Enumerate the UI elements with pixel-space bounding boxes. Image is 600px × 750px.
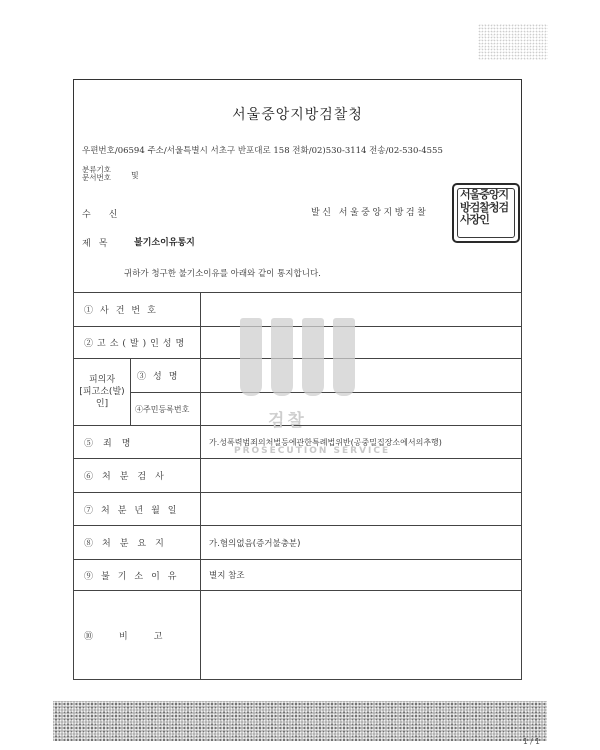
table-row [74, 359, 522, 393]
redacted-footer-band [53, 701, 547, 741]
row-value-disposition-summary: 가.혐의없음(증거불충분) [201, 526, 522, 560]
classification-line-2: 문서번호 [82, 173, 111, 182]
table-row [74, 426, 522, 459]
classification-code [82, 166, 111, 182]
page-number: 1 / 1 [523, 737, 540, 746]
row-label-charge: ⑤죄명 [74, 426, 201, 459]
issuer-address: 우편번호/06594 주소/서울특별시 서초구 반포대로 158 전화/02)530-3114 전송/02-530-4555 [82, 146, 443, 156]
suspect-group-label [74, 359, 131, 426]
row-label-prosecutor: ⑥처분검사 [74, 459, 201, 493]
table-row [74, 393, 522, 426]
table-row [74, 526, 522, 560]
row-value-non-prosecution-reason: 별지 참조 [201, 560, 522, 591]
row-value-prosecutor [201, 459, 522, 493]
suspect-rrn-value [201, 393, 522, 426]
suspect-rrn-label: ④주민등록번호 [131, 393, 201, 426]
classification-and: 및 [131, 171, 139, 180]
classification-line-1: 분류기호 [82, 165, 111, 174]
row-label-complainant: ②고소(발)인성명 [74, 327, 201, 359]
row-label-disposition-date: ⑦처분년월일 [74, 493, 201, 526]
row-value-disposition-date [201, 493, 522, 526]
subject-label: 제목 [82, 239, 116, 249]
table-row [74, 591, 522, 680]
row-label-case-number: ①사건번호 [74, 293, 201, 327]
suspect-name-value [201, 359, 522, 393]
recipient-label: 수신 [82, 210, 136, 220]
row-value-remarks [201, 591, 522, 680]
row-value-case-number [201, 293, 522, 327]
seal-text: 서울중앙지방검찰청검사장인 [460, 188, 509, 226]
table-row [74, 560, 522, 591]
row-label-disposition-summary: ⑧처분요지 [74, 526, 201, 560]
row-value-complainant [201, 327, 522, 359]
official-seal [452, 183, 520, 243]
table-row [74, 293, 522, 327]
subject-value: 불기소이유통지 [134, 238, 195, 248]
scan-noise-corner [478, 24, 548, 60]
table-row [74, 493, 522, 526]
notice-form-table [73, 292, 522, 680]
table-row [74, 459, 522, 493]
table-row [74, 327, 522, 359]
row-value-charge: 가.성폭력범죄의처벌등에관한특례법위반(공중밀집장소에서의추행) [201, 426, 522, 459]
watermark-english: PROSECUTION SERVICE [234, 446, 391, 456]
sender-line: 발신 서울중앙지방검찰 [311, 208, 429, 218]
suspect-label-line-2: [피고소(발)인] [79, 387, 125, 409]
watermark-korean: 검찰 [268, 411, 307, 431]
row-label-non-prosecution-reason: ⑨불기소이유 [74, 560, 201, 591]
row-label-remarks: ⑩비고 [74, 591, 201, 680]
suspect-name-label: ③성명 [131, 359, 201, 393]
intro-text: 귀하가 청구한 불기소이유를 아래와 같이 통지합니다. [124, 269, 321, 279]
issuer-title: 서울중앙지방검찰청 [232, 107, 363, 123]
suspect-label-line-1: 피의자 [88, 375, 116, 385]
